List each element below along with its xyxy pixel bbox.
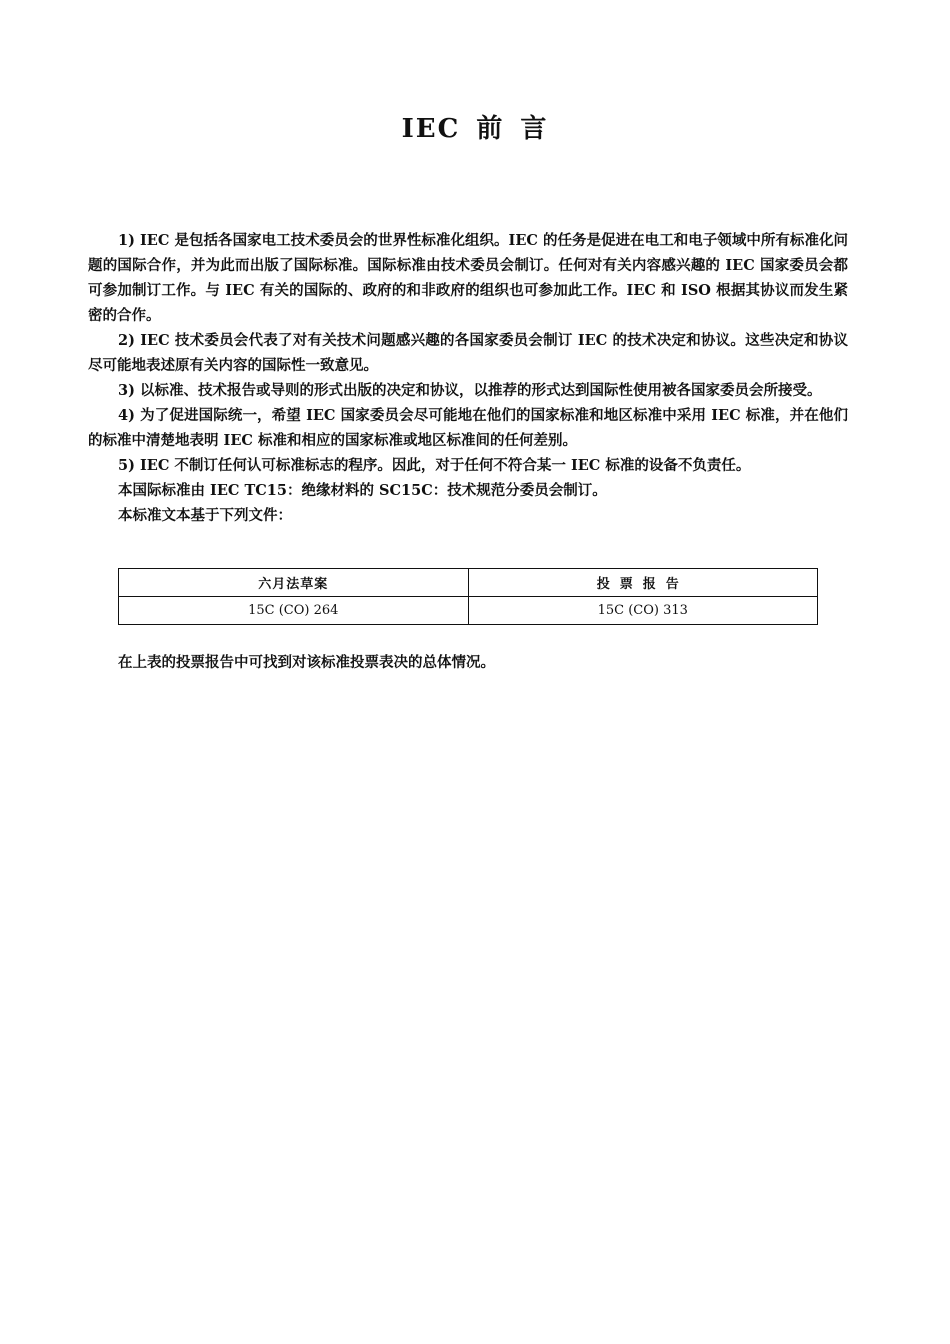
foreword-body (88, 228, 848, 528)
table-cell-vote-report: 15C (CO) 313 (468, 597, 818, 625)
paragraph-4: 4) 为了促进国际统一，希望 IEC 国家委员会尽可能地在他们的国家标准和地区标准中采用 IEC 标准，并在他们的标准中清楚地表明 IEC 标准和相应的国家标准或地区标准间的任何差别。 (88, 407, 848, 449)
page-title (0, 108, 950, 145)
table-cell-draft: 15C (CO) 264 (119, 597, 469, 625)
table-header-vote-report: 投票报告 (468, 569, 818, 597)
table-header-draft: 六月法草案 (119, 569, 469, 597)
table-header-row (119, 569, 818, 597)
paragraph-2: 2) IEC 技术委员会代表了对有关技术问题感兴趣的各国家委员会制订 IEC 的技术决定和协议。这些决定和协议尽可能地表述原有关内容的国际性一致意见。 (88, 332, 848, 374)
title-prefix: IEC (401, 114, 461, 144)
paragraph-3: 3) 以标准、技术报告或导则的形式出版的决定和协议，以推荐的形式达到国际性使用被各国家委员会所接受。 (118, 382, 822, 399)
title-word-1: 前 (476, 114, 505, 144)
committee-note: 本国际标准由 IEC TC15：绝缘材料的 SC15C：技术规范分委员会制订。 (118, 482, 607, 499)
documents-intro: 本标准文本基于下列文件： (118, 507, 292, 524)
documents-table (118, 568, 818, 625)
paragraph-5: 5) IEC 不制订任何认可标准标志的程序。因此，对于任何不符合某一 IEC 标准的设备不负责任。 (118, 457, 751, 474)
title-word-2: 言 (520, 114, 549, 144)
summary-text: 在上表的投票报告中可找到对该标准投票表决的总体情况。 (118, 654, 495, 671)
table-row (119, 597, 818, 625)
paragraph-1: 1) IEC 是包括各国家电工技术委员会的世界性标准化组织。IEC 的任务是促进在电工和电子领域中所有标准化问题的国际合作，并为此而出版了国际标准。国际标准由技术委员会制订。任何对有关内容感兴趣的 IEC 国家委员会都可参加制订工作。与 IEC 有关的国际的、政府的和非政府的组织也可参加此工作。IEC 和 ISO 根据其协议而发生紧密的合作。 (88, 232, 848, 324)
